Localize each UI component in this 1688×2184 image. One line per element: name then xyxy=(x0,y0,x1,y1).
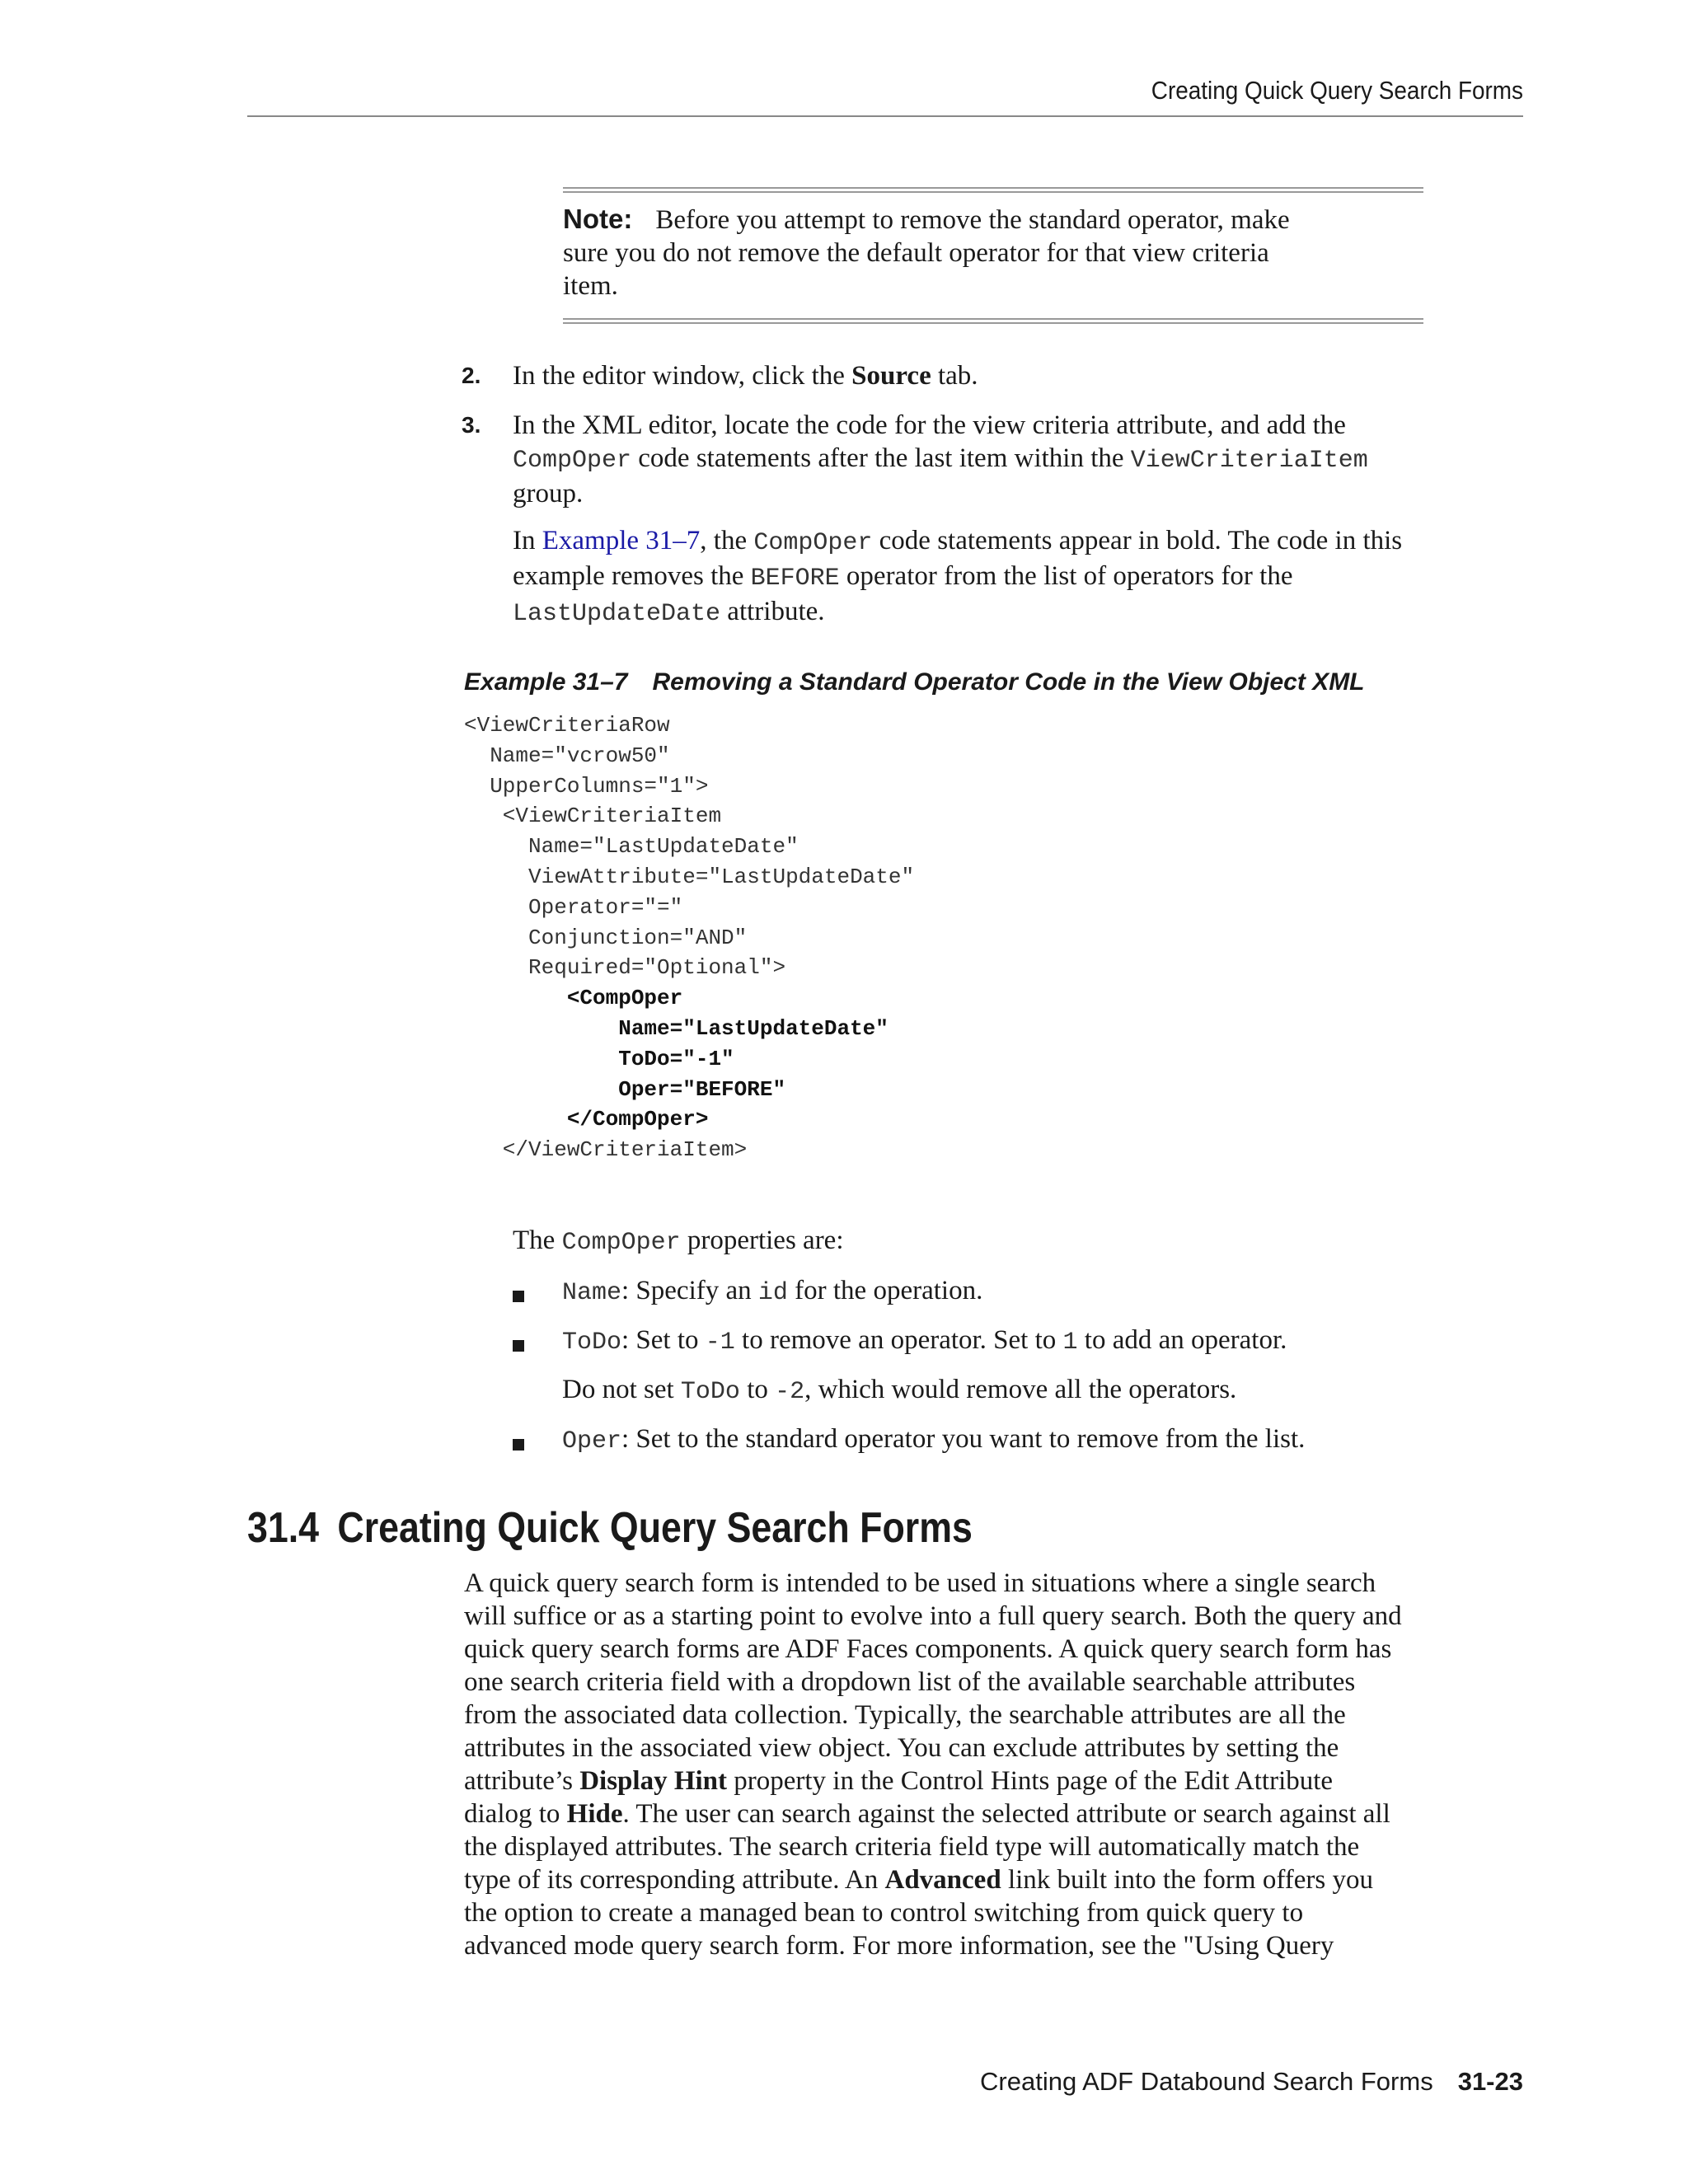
hide-label: Hide xyxy=(566,1799,623,1829)
step-3-text xyxy=(513,409,1535,510)
code-line-bold: ToDo="-1" xyxy=(464,1046,734,1071)
code-line: Operator="=" xyxy=(464,894,683,920)
inline-code: ViewCriteriaItem xyxy=(1130,447,1368,475)
paragraph-line xyxy=(464,1765,1536,1797)
note-bottom-rule xyxy=(563,318,1423,324)
para-text: type of its corresponding attribute. An xyxy=(464,1865,885,1895)
inline-code: BEFORE xyxy=(750,565,840,593)
code-line: Required="Optional"> xyxy=(464,955,786,981)
inline-code: CompOper xyxy=(561,1229,681,1257)
para-text: properties are: xyxy=(680,1226,844,1255)
note-top-rule xyxy=(563,187,1423,193)
para-text: : Set to the standard operator you want to remove from the list. xyxy=(621,1424,1306,1454)
para-text: attribute’s xyxy=(464,1766,580,1796)
display-hint-label: Display Hint xyxy=(579,1766,728,1796)
paragraph-line xyxy=(464,1863,1536,1896)
note xyxy=(563,203,1387,302)
inline-code: Name xyxy=(562,1279,622,1307)
properties-intro xyxy=(513,1224,1535,1259)
code-line: </ViewCriteriaItem> xyxy=(464,1137,748,1163)
para-text: link built into the form offers you xyxy=(1001,1865,1373,1895)
inline-code: LastUpdateDate xyxy=(513,600,721,628)
para-text: , the xyxy=(700,526,754,555)
bullet-todo-note xyxy=(562,1373,1535,1408)
code-line: ViewAttribute="LastUpdateDate" xyxy=(464,864,915,889)
paragraph-line: the displayed attributes. The search criteria field type will automatically match the xyxy=(464,1832,1360,1862)
bullet-name xyxy=(562,1274,1535,1310)
para-text: to xyxy=(739,1375,776,1404)
para-text: In xyxy=(513,526,542,555)
code-line: Conjunction="AND" xyxy=(464,925,748,950)
para-text: to remove an operator. Set to xyxy=(734,1325,1063,1355)
section-paragraph xyxy=(464,1567,1536,1962)
code-line-bold: </CompOper> xyxy=(464,1107,709,1132)
code-line: UpperColumns="1"> xyxy=(464,773,709,799)
para-text: for the operation. xyxy=(787,1276,983,1305)
para-text: Do not set xyxy=(562,1375,681,1404)
step-number: 3. xyxy=(462,412,481,438)
para-text: : Set to xyxy=(621,1325,706,1355)
step-3-line: code statements after the last item within the xyxy=(631,443,1131,473)
paragraph-line: advanced mode query search form. For more information, see the "Using Query xyxy=(464,1931,1334,1961)
para-text: , which would remove all the operators. xyxy=(804,1375,1237,1404)
paragraph-line: from the associated data collection. Typically, the searchable attributes are all the xyxy=(464,1700,1346,1730)
code-block xyxy=(464,710,914,1165)
source-tab-label: Source xyxy=(851,361,931,391)
section-title: Creating Quick Query Search Forms xyxy=(337,1504,973,1552)
paragraph-line: A quick query search form is intended to be used in situations where a single search xyxy=(464,1568,1376,1598)
paragraph-line: will suffice or as a starting point to evolve into a full query search. Both the query and xyxy=(464,1601,1402,1631)
para-text: property in the Control Hints page of the Edit Attribute xyxy=(727,1766,1334,1796)
example-caption xyxy=(464,666,1536,699)
note-line: Before you attempt to remove the standard operator, make xyxy=(655,205,1290,235)
page-footer xyxy=(907,2065,1523,2098)
example-title: Removing a Standard Operator Code in the View Object XML xyxy=(652,668,1365,696)
inline-code: CompOper xyxy=(513,447,632,475)
para-text: . The user can search against the selected attribute or search against all xyxy=(622,1799,1390,1829)
code-line-bold: Name="LastUpdateDate" xyxy=(464,1015,889,1041)
bullet-oper xyxy=(562,1422,1535,1458)
para-text: example removes the xyxy=(513,561,751,591)
inline-code: ToDo xyxy=(680,1378,740,1406)
para-text: code statements appear in bold. The code in this xyxy=(872,526,1403,555)
step-3-line: In the XML editor, locate the code for the view criteria attribute, and add the xyxy=(513,410,1346,440)
section-heading xyxy=(247,1502,1381,1554)
para-text: dialog to xyxy=(464,1799,567,1829)
bullet-marker xyxy=(513,1291,524,1302)
footer-chapter-title: Creating ADF Databound Search Forms xyxy=(980,2067,1433,2096)
note-line: sure you do not remove the default operator for that view criteria xyxy=(563,238,1269,268)
para-text: attribute. xyxy=(720,597,825,626)
code-line-bold: Oper="BEFORE" xyxy=(464,1076,786,1102)
page-number: 31-23 xyxy=(1457,2067,1523,2096)
step-2-post: tab. xyxy=(931,361,978,391)
para-text: The xyxy=(513,1226,562,1255)
paragraph-line: quick query search forms are ADF Faces components. A quick query search form has xyxy=(464,1634,1392,1664)
header-rule xyxy=(247,115,1523,117)
bullet-marker xyxy=(513,1439,524,1451)
inline-code: -2 xyxy=(775,1378,805,1406)
note-label: Note: xyxy=(563,204,633,234)
step-2-text xyxy=(513,359,1535,392)
step-3-line: group. xyxy=(513,479,584,509)
paragraph-line: one search criteria field with a dropdown list of the available searchable attributes xyxy=(464,1667,1356,1697)
paragraph-line: attributes in the associated view object. You can exclude attributes by setting the xyxy=(464,1733,1339,1763)
step-2-pre: In the editor window, click the xyxy=(513,361,852,391)
inline-code: -1 xyxy=(705,1329,735,1357)
section-number: 31.4 xyxy=(247,1504,320,1552)
para-text: to add an operator. xyxy=(1077,1325,1287,1355)
example-number: Example 31–7 xyxy=(464,668,628,696)
code-line-bold: <CompOper xyxy=(464,986,683,1011)
example-link[interactable]: Example 31–7 xyxy=(542,526,701,555)
inline-code: 1 xyxy=(1062,1329,1078,1357)
inline-code: ToDo xyxy=(562,1329,622,1357)
step-3-paragraph xyxy=(513,524,1535,630)
bullet-todo xyxy=(562,1324,1535,1359)
code-line: <ViewCriteriaRow xyxy=(464,713,670,738)
paragraph-line xyxy=(464,1797,1536,1830)
para-text: operator from the list of operators for the xyxy=(839,561,1293,591)
bullet-marker xyxy=(513,1340,524,1352)
code-line: Name="vcrow50" xyxy=(464,743,670,768)
inline-code: Oper xyxy=(562,1427,622,1455)
running-header: Creating Quick Query Search Forms xyxy=(1151,76,1523,105)
code-line: <ViewCriteriaItem xyxy=(464,804,722,829)
para-text: : Specify an xyxy=(621,1276,758,1305)
advanced-label: Advanced xyxy=(884,1865,1001,1895)
step-number: 2. xyxy=(462,363,481,388)
inline-code: CompOper xyxy=(753,529,873,557)
inline-code: id xyxy=(757,1279,788,1307)
note-line: item. xyxy=(563,271,618,301)
code-line: Name="LastUpdateDate" xyxy=(464,834,799,860)
paragraph-line: the option to create a managed bean to control switching from quick query to xyxy=(464,1898,1304,1928)
